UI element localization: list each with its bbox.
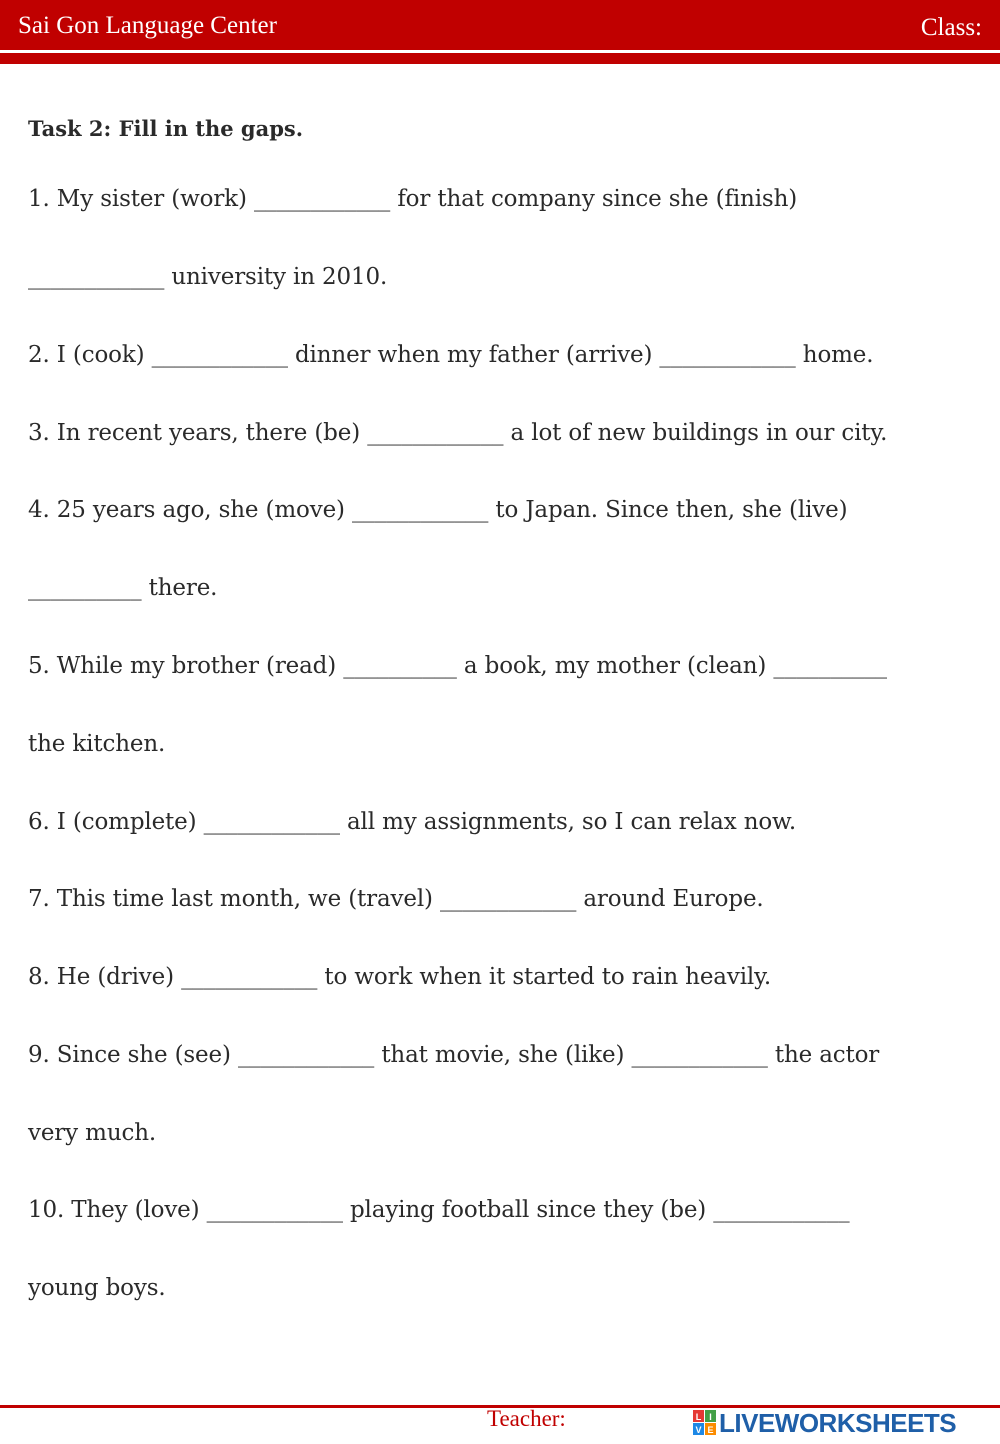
liveworksheets-logo [693,1408,993,1438]
class-label: Class: [920,14,982,41]
exercise-line: ____________ university in 2010. [28,264,388,290]
exercise-line: 8. He (drive) ____________ to work when it started to rain heavily. [28,964,772,990]
exercise-line: 7. This time last month, we (travel) ____________ around Europe. [28,886,764,912]
exercise-line: 9. Since she (see) ____________ that movie, she (like) ____________ the actor [28,1042,880,1068]
exercise-line: 6. I (complete) ____________ all my assignments, so I can relax now. [28,809,797,835]
teacher-label: Teacher: [487,1406,566,1431]
header-rule [0,53,1000,64]
exercise-line: 2. I (cook) ____________ dinner when my father (arrive) ____________ home. [28,342,874,368]
exercise-line: young boys. [28,1275,166,1301]
center-name: Sai Gon Language Center [18,12,277,39]
exercise-line: very much. [28,1120,157,1146]
exercise-line: 3. In recent years, there (be) ____________ a lot of new buildings in our city. [28,420,888,446]
svg-text:I: I [709,1412,712,1422]
exercise-line: 5. While my brother (read) __________ a book, my mother (clean) __________ [28,653,887,679]
exercise-line: 1. My sister (work) ____________ for that company since she (finish) [28,186,798,212]
svg-text:V: V [695,1425,702,1435]
svg-text:L: L [695,1412,702,1422]
exercise-line: the kitchen. [28,731,166,757]
task-title: Task 2: Fill in the gaps. [28,116,304,141]
liveworksheets-logo-icon [693,1409,717,1437]
svg-text:E: E [707,1425,714,1435]
liveworksheets-wordmark: LIVEWORKSHEETS [719,1408,957,1438]
exercise-line: 4. 25 years ago, she (move) ____________ to Japan. Since then, she (live) [28,497,848,523]
exercise-line: __________ there. [28,575,218,601]
exercise-line: 10. They (love) ____________ playing football since they (be) ____________ [28,1197,850,1223]
